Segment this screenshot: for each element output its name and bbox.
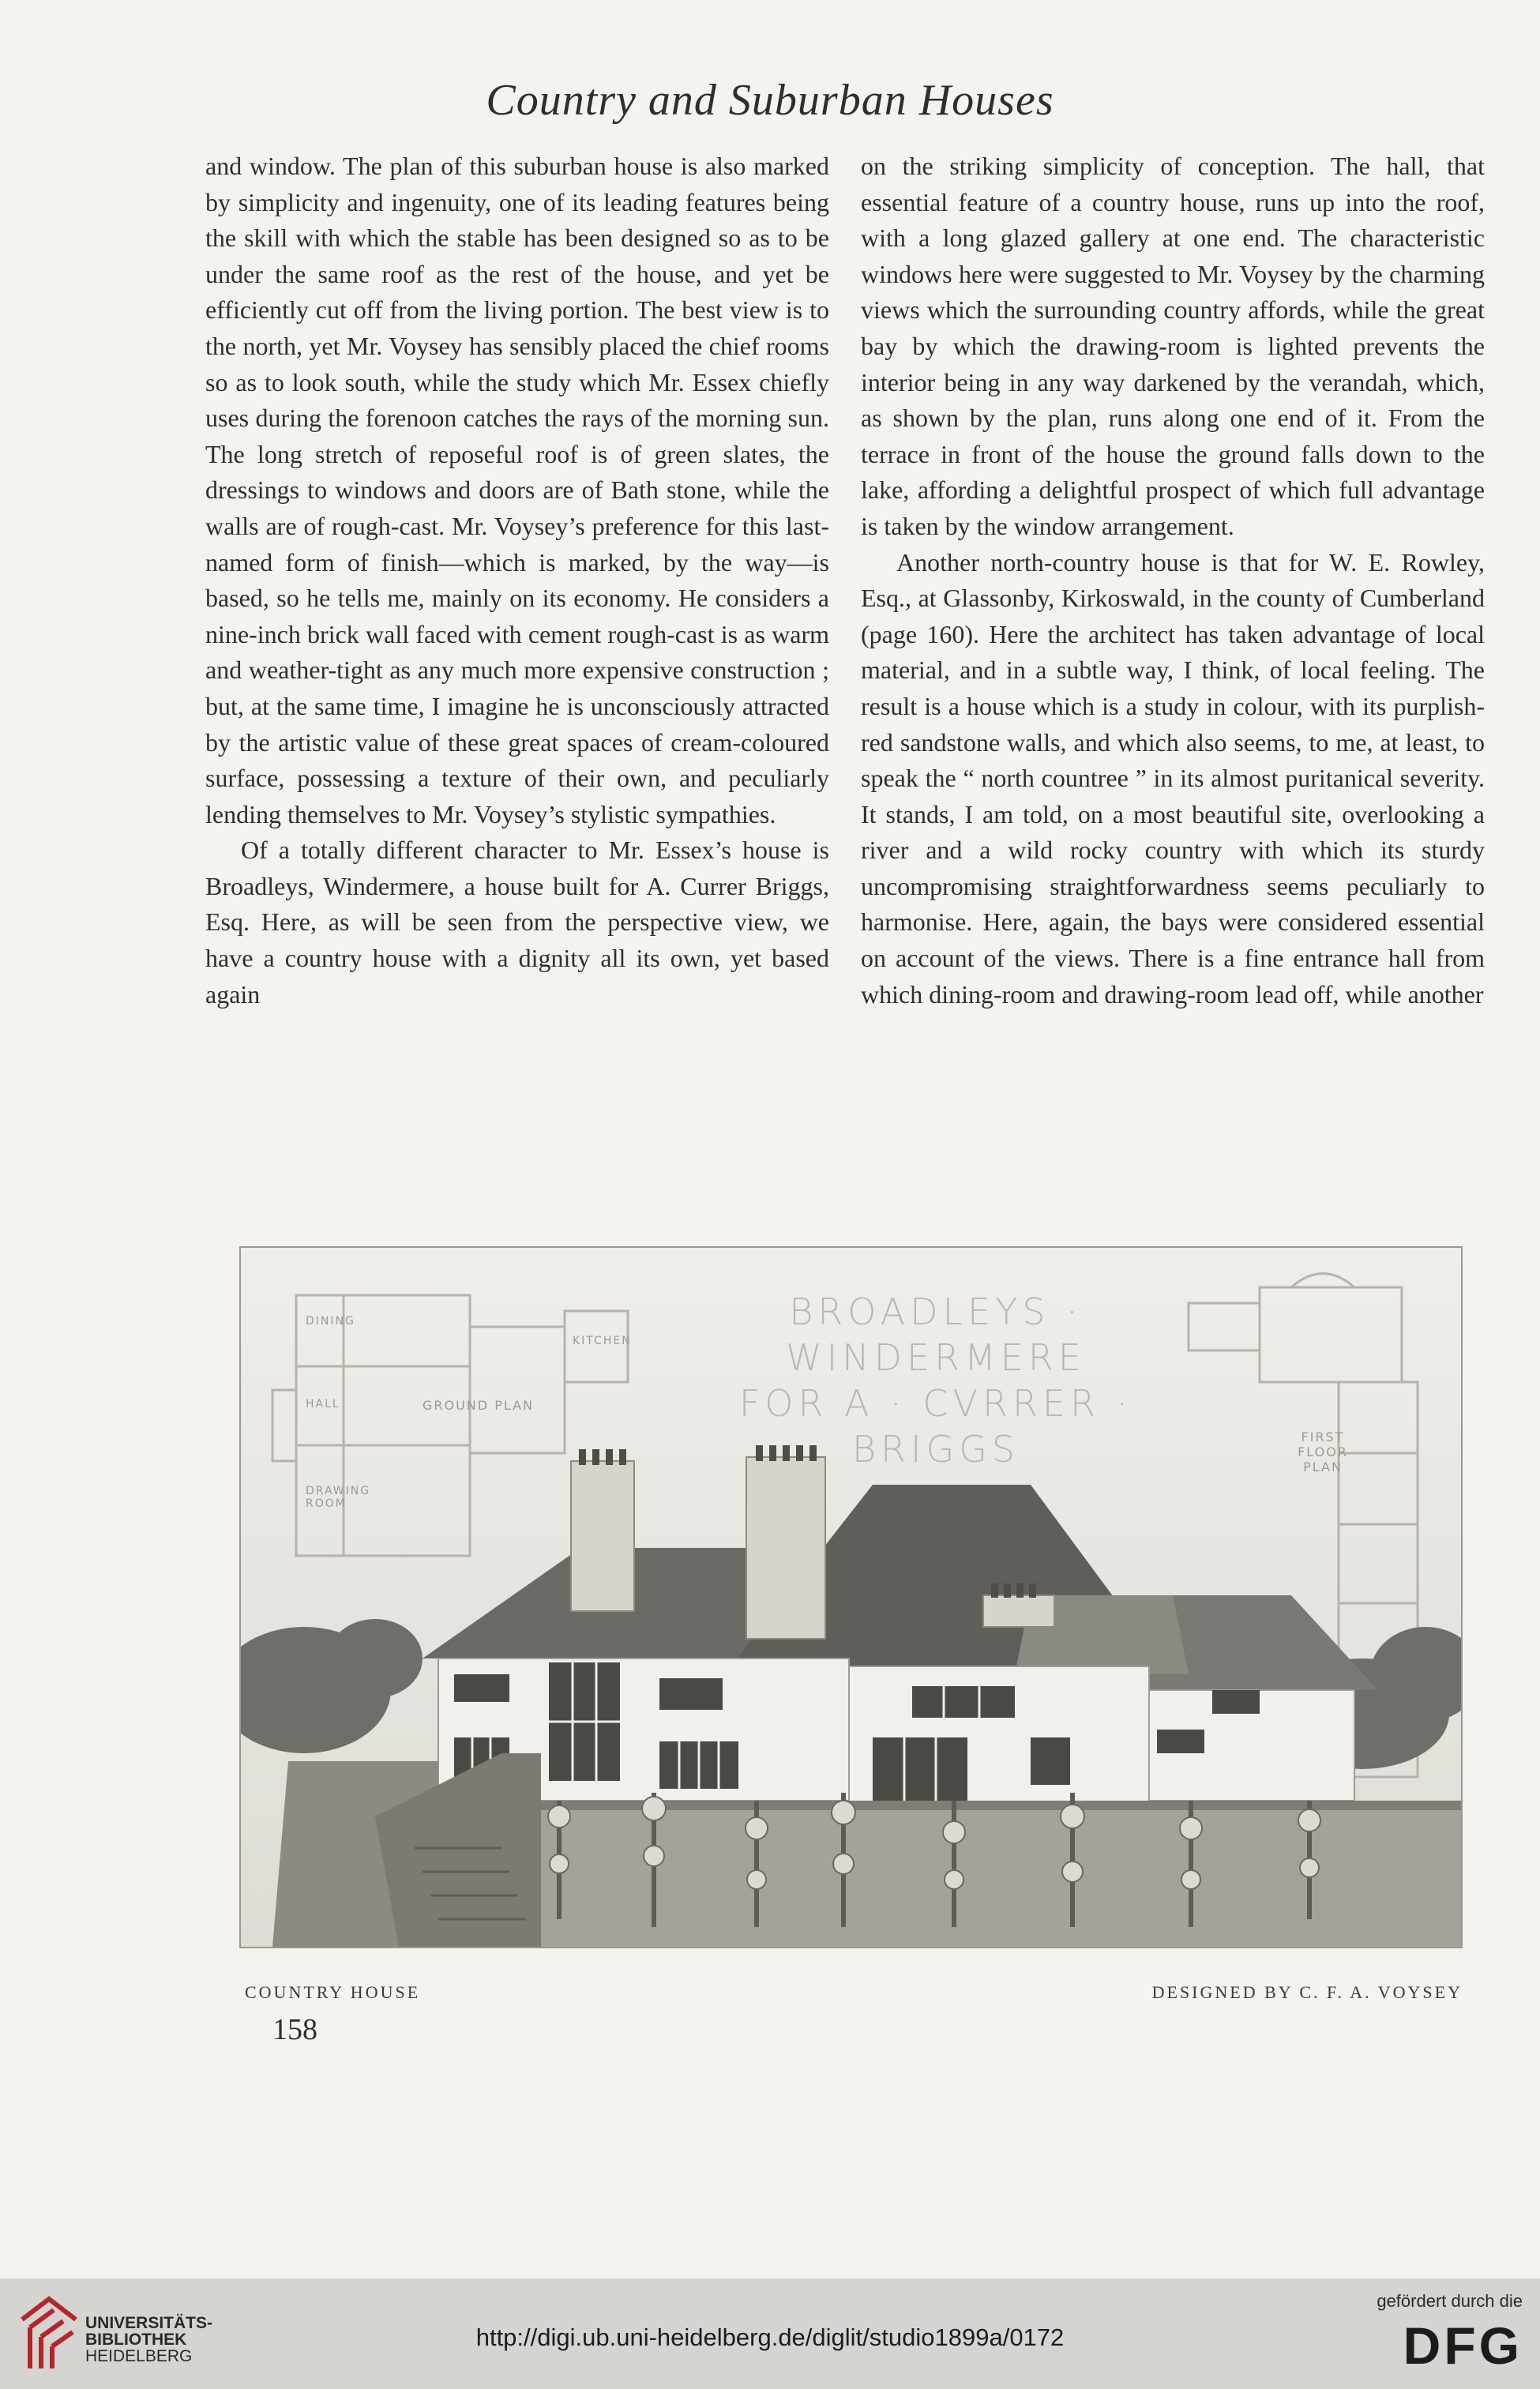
- caption-right: DESIGNED BY C. F. A. VOYSEY: [1151, 1982, 1463, 2002]
- running-head: Country and Suburban Houses: [486, 76, 1054, 125]
- right-text-column: [861, 148, 1485, 1012]
- library-name-line-3: HEIDELBERG: [85, 2347, 193, 2365]
- left-paragraph-1: and window. The plan of this suburban house is also marked by simplicity and ingenuity, one of its leading features being the skill with which the stable has been designed so as to be under the same roof as the rest of the house, and yet be efficiently cut off from the living portion. The best view is to the north, yet Mr. Voysey has sensibly placed the chief rooms so as to look south, while the study which Mr. Essex chiefly uses during the forenoon catches the rays of the morning sun. The long stretch of reposeful roof is of green slates, the dressings to windows and doors are of Bath stone, while the walls are of rough-cast. Mr. Voysey’s preference for this last-named form of finish—which is marked, by the way—is based, so he tells me, mainly on its economy. He considers a nine-inch brick wall faced with cement rough-cast is as warm and weather-tight as any much more expensive construction ; but, at the same time, I imagine he is unconsciously attracted by the artistic value of these great spaces of cream-coloured surface, possessing a texture of their own, and peculiarly lending themselves to Mr. Voysey’s stylistic sympathies.: [205, 152, 829, 828]
- right-paragraph-1: on the striking simplicity of conception. The hall, that essential feature of a country house, runs up into the roof, with a long glazed gallery at one end. The characteristic windows here were suggested to Mr. Voysey by the charming views which the surrounding country affords, while the great bay by which the drawing-room is lighted prevents the interior being in any way darkened by the verandah, which, as shown by the plan, runs along one end of it. From the terrace in front of the house the ground falls down to the lake, affording a delightful prospect of which full advantage is taken by the window arrangement.: [861, 152, 1485, 540]
- page-number: 158: [272, 2013, 317, 2046]
- plan-room-label-dining: DINING: [306, 1315, 355, 1328]
- illustration-title: [683, 1289, 1189, 1472]
- house-illustration: [239, 1246, 1463, 1948]
- library-name-line-2: BIBLIOTHEK: [85, 2331, 187, 2349]
- left-paragraph-2: Of a totally different character to Mr. Essex’s house is Broadleys, Windermere, a house built for A. Currer Briggs, Esq. Here, as will be seen from the perspective view, we have a country house with a dignity all its own, yet based again: [205, 836, 829, 1009]
- dfg-logo: DFG: [1403, 2316, 1523, 2375]
- plan-room-label-drawing-room: DRAWING ROOM: [306, 1485, 371, 1510]
- plan-room-label-kitchen: KITCHEN: [573, 1335, 632, 1347]
- left-text-column: [205, 148, 829, 1012]
- illustration-title-line-1: BROADLEYS · WINDERMERE: [786, 1290, 1086, 1379]
- library-name-line-1: UNIVERSITÄTS-: [85, 2314, 213, 2332]
- funded-by-text: gefördert durch die: [1377, 2291, 1523, 2311]
- illustration-title-line-2: FOR A · CVRRER · BRIGGS: [738, 1382, 1133, 1471]
- plan-room-label-hall: HALL: [306, 1398, 340, 1410]
- right-paragraph-2: Another north-country house is that for W. E. Rowley, Esq., at Glassonby, Kirkoswald, in the county of Cumberland (page 160). Here the architect has taken advantage of local material, and in a subtle way, I think, of local feeling. The result is a house which is a study in colour, with its purplish-red sandstone walls, and which also seems, to me, at least, to speak the “ north countree ” in its almost puritanical severity. It stands, I am told, on a most beautiful site, overlooking a river and a wild rocky country with which its sturdy uncompromising straightforwardness seems peculiarly to harmonise. Here, again, the bays were considered essential on account of the views. There is a fine entrance hall from which dining-room and drawing-room lead off, while another: [861, 547, 1485, 1009]
- caption-left: COUNTRY HOUSE: [245, 1982, 421, 2002]
- footer-bar: [0, 2278, 1540, 2389]
- first-floor-plan-label: FIRST FLOOR PLAN: [1298, 1429, 1348, 1474]
- ground-plan-label: GROUND PLAN: [423, 1398, 535, 1413]
- footer-url-link[interactable]: http://digi.ub.uni-heidelberg.de/diglit/studio1899a/0172: [475, 2323, 1065, 2351]
